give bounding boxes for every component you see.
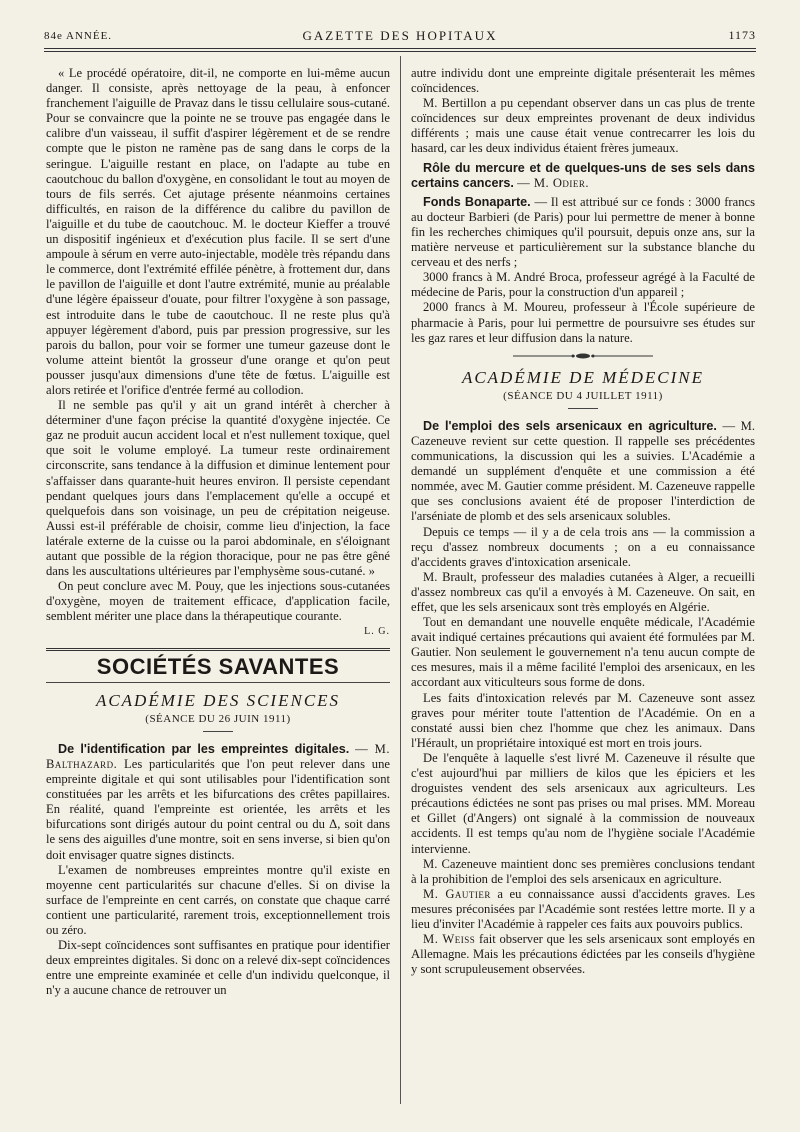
page-number: 1173 bbox=[728, 28, 756, 42]
seance-date: (SÉANCE DU 26 JUIN 1911) bbox=[145, 712, 291, 725]
academy-title: ACADÉMIE DES SCIENCES bbox=[95, 690, 341, 710]
article-author: — M. Balthazard. bbox=[46, 741, 390, 771]
column-divider bbox=[400, 56, 401, 1104]
header-rule-second bbox=[44, 51, 756, 52]
paragraph: Dix-sept coïncidences sont suffisantes en pratique pour identifier deux empreintes digitales. Si donc on a relevé dix-sept coïncidences entre une empreinte examinée et celle d'un individu quelconque, il n'y a aucune chance de retrouver un bbox=[46, 938, 390, 998]
seance-date: (SÉANCE DU 4 JUILLET 1911) bbox=[503, 389, 663, 402]
paragraph: M. Brault, professeur des maladies cutanées à Alger, a recueilli d'assez nombreux cas qu'il a envoyés à M. Cazeneuve. On sait, en effet, que les sels arsenicaux sont très employés en Algérie. bbox=[411, 569, 755, 614]
paragraph: autre individu dont une empreinte digitale présenterait les mêmes coïncidences. bbox=[411, 66, 755, 96]
speaker-name: M. Weiss bbox=[423, 932, 476, 947]
paragraph: fait observer que les sels arsenicaux sont employés en Allemagne. Mais les précautions édictées par les conseils d'hygiène y sont scrupuleusement observées. bbox=[411, 932, 755, 977]
ornament-icon bbox=[513, 352, 653, 360]
article-heading: De l'emploi des sels arsenicaux en agriculture. bbox=[423, 418, 717, 433]
article-heading: De l'identification par les empreintes digitales. bbox=[58, 741, 350, 756]
paragraph: De l'enquête à laquelle s'est livré M. Cazeneuve il résulte que c'est aujourd'hui par milliers de kilos que les épiciers et les droguistes vendent des sels arsenicaux aux agriculteurs. Les précautions édictées ne sont pas prises ou mal prises. MM. Moreau et Gillet (d'Angers) ont signalé à la commission de nouveaux accidents. Il est temps qu'au nom de l'hygiène sociale l'Académie intervienne. bbox=[411, 750, 755, 856]
paragraph: a eu connaissance aussi d'accidents graves. Les mesures préconisées par l'Académie sont restées lettre morte. Il y a lieu d'inviter l'Académie à rappeler ces faits aux pouvoirs publics. bbox=[411, 886, 755, 931]
author-signature: L. G. bbox=[364, 626, 390, 638]
journal-title: GAZETTE DES HOPITAUX bbox=[302, 28, 498, 43]
ornament-divider bbox=[411, 352, 755, 360]
paragraph: Les faits d'intoxication relevés par M. Cazeneuve sont assez graves pour mériter toute l'attention de l'Académie. On en a constaté aussi bien chez l'homme que chez les animaux. Dans l'Hérault, un propriétaire intoxiqué est mort en trois jours. bbox=[411, 690, 755, 750]
paragraph: — Il est attribué sur ce fonds : 3000 francs au docteur Barbieri (de Paris) pour lui permettre de mener à bonne fin les recherches chimiques qu'il poursuit, depuis onze ans, sur la matière nerveuse et particulièrement sur la substance blanche du cerveau et des nerfs ; bbox=[411, 194, 755, 270]
paragraph: M. Cazeneuve maintient donc ses premières conclusions tendant à la prohibition de l'emploi des sels arsenicaux en agriculture. bbox=[411, 856, 755, 886]
paragraph: 3000 francs à M. André Broca, professeur agrégé à la Faculté de médecine de Paris, pour la construction d'un appareil ; bbox=[411, 270, 755, 300]
paragraph: — M. Cazeneuve revient sur cette question. Il rappelle ses précédentes communications, la discussion qui les a suivies. L'Académie a demandé un supplément d'enquête et une commission a été nommée, avec M. Gautier comme président. M. Cazeneuve rappelle que ses conclusions avaient été de proposer l'interdiction de l'arséniate de plomb et des sels arsenicaux solubles. bbox=[411, 418, 755, 524]
year-label: 84e ANNÉE. bbox=[44, 30, 113, 42]
speaker-name: M. Gautier bbox=[423, 886, 491, 901]
right-column bbox=[411, 66, 755, 977]
section-title-rule bbox=[46, 682, 390, 683]
section-rule bbox=[46, 648, 390, 651]
header-rule bbox=[44, 48, 756, 49]
article-heading: Fonds Bonaparte. bbox=[423, 194, 531, 209]
short-rule bbox=[203, 731, 233, 732]
academy-title: ACADÉMIE DE MÉDECINE bbox=[461, 367, 705, 387]
paragraph: 2000 francs à M. Moureu, professeur à l'École supérieure de pharmacie à Paris, pour lui permettre de poursuivre ses études sur les gaz rares et leur diffusion dans la nature. bbox=[411, 300, 755, 345]
left-column bbox=[46, 66, 390, 998]
page-header bbox=[44, 26, 756, 46]
paragraph: Les particularités que l'on peut relever dans une empreinte digitale et qui sont utilisables pour l'identification sont constituées par les arrêts et les bifurcations des crêtes papillaires. En réalité, quand l'empreinte est orientée, les arrêts et les bifurcations sont dirigés autour du point central ou du Δ, soit dans le sens des aiguilles d'une montre, soit en sens inverse, si bien qu'on doit envisager quatre signes distincts. bbox=[46, 756, 390, 862]
article-heading: Rôle du mercure et de quelques-uns de ses sels dans certains cancers. bbox=[411, 160, 755, 190]
paragraph: Il ne semble pas qu'il y ait un grand intérêt à chercher à déterminer d'une façon précise la quantité d'oxygène injectée. Ce gaz ne produit aucun accident local et n'est nullement toxique, quel que soit le volume employé. La tumeur reste ordinairement circonscrite, sans tendance à la diffusion et diminue lentement pour s'affaisser dans quarante-huit heures environ. Il persiste cependant pendant quelques jours dans l'emplacement qu'elle a occupé et quelquefois dans son voisinage, un peu de crépitation neigeuse. Aussi est-il préférable de choisir, comme lieu d'injection, la face latérale externe de la cuisse ou la paroi abdominale, en s'éloignant autant que possible de la région thoracique, pour ne pas être gêné dans les auscultations ultérieures par l'emphysème sous-cutané. » bbox=[46, 398, 390, 579]
section-title: SOCIÉTÉS SAVANTES bbox=[96, 653, 340, 679]
paragraph: « Le procédé opératoire, dit-il, ne comporte en lui-même aucun danger. Il consiste, après nettoyage de la peau, à enfoncer franchement l'aiguille de Pravaz dans le tissu cellulaire sous-cutané. Pour se convaincre que la pointe ne se trouve pas engagée dans le calibre d'un vaisseau, il suffit d'aspirer légèrement et de se rendre compte que le piston ne ramène pas de sang dans le corps de la seringue. L'aiguille restant en place, on l'adapte au tube en caoutchouc du ballon d'oxygène, en consolidant le tout au moyen de tours de fils serrés. Cet ajutage présente néanmoins certaines difficultés, en raison de la différence du calibre du pavillon de l'aiguille et du tube de caoutchouc. M. le docteur Kieffer a trouvé un dispositif ingénieux et d'exécution plus facile. Il se sert d'une ampoule à sérum en verre auto-injectable, modèle très répandu dans le commerce, dont l'extrémité effilée pénètre, à frottement dur, dans le pavillon de l'aiguille et dont l'autre extrémité, munie au préalable d'une légère épaisseur d'ouate, pour filtrer l'oxygène à son passage, est introduite dans le tube de caoutchouc. Il ne reste plus qu'à appuyer légèrement d'abord, puis par pression progressive, sur les parois du ballon, pour voir se former une tumeur gazeuse dont le volume atteint bientôt la grosseur d'une orange et qu'on peut pousser jusqu'aux dimensions d'une tête de fœtus. L'aiguille est alors retirée et l'orifice d'entrée fermé au collodion. bbox=[46, 66, 390, 397]
paragraph: M. Bertillon a pu cependant observer dans un cas plus de trente coïncidences sur deux empreintes provenant de deux individus différents ; mais une cause était venue contrecarrer les lois du hasard, car les deux individus étaient frères jumeaux. bbox=[411, 96, 755, 156]
short-rule bbox=[568, 408, 598, 409]
paragraph: Tout en demandant une nouvelle enquête médicale, l'Académie avait indiqué certaines précautions qui avaient été formulées par M. Gautier. Non seulement le gouvernement n'a tenu aucun compte de ces mesures, mais il a même facilité l'emploi des arsenicaux, en les accordant aux viticulteurs sous forme de dons. bbox=[411, 615, 755, 690]
article-author: — M. Odier. bbox=[517, 175, 590, 190]
paragraph: L'examen de nombreuses empreintes montre qu'il existe en moyenne cent particularités sur chacune d'elles. Si on divise la surface de l'empreinte en cent carrés, on constate que chaque carré contient une particularité, rarement trois, exceptionnellement trois ou zéro. bbox=[46, 862, 390, 937]
paragraph: On peut conclure avec M. Pouy, que les injections sous-cutanées d'oxygène, moyen de traitement efficace, d'application facile, semblent mériter une place dans la thérapeutique courante. bbox=[46, 579, 390, 624]
paragraph: Depuis ce temps — il y a de cela trois ans — la commission a reçu d'assez nombreux documents ; on a eu connaissance d'accidents graves d'intoxication arsenicale. bbox=[411, 524, 755, 569]
